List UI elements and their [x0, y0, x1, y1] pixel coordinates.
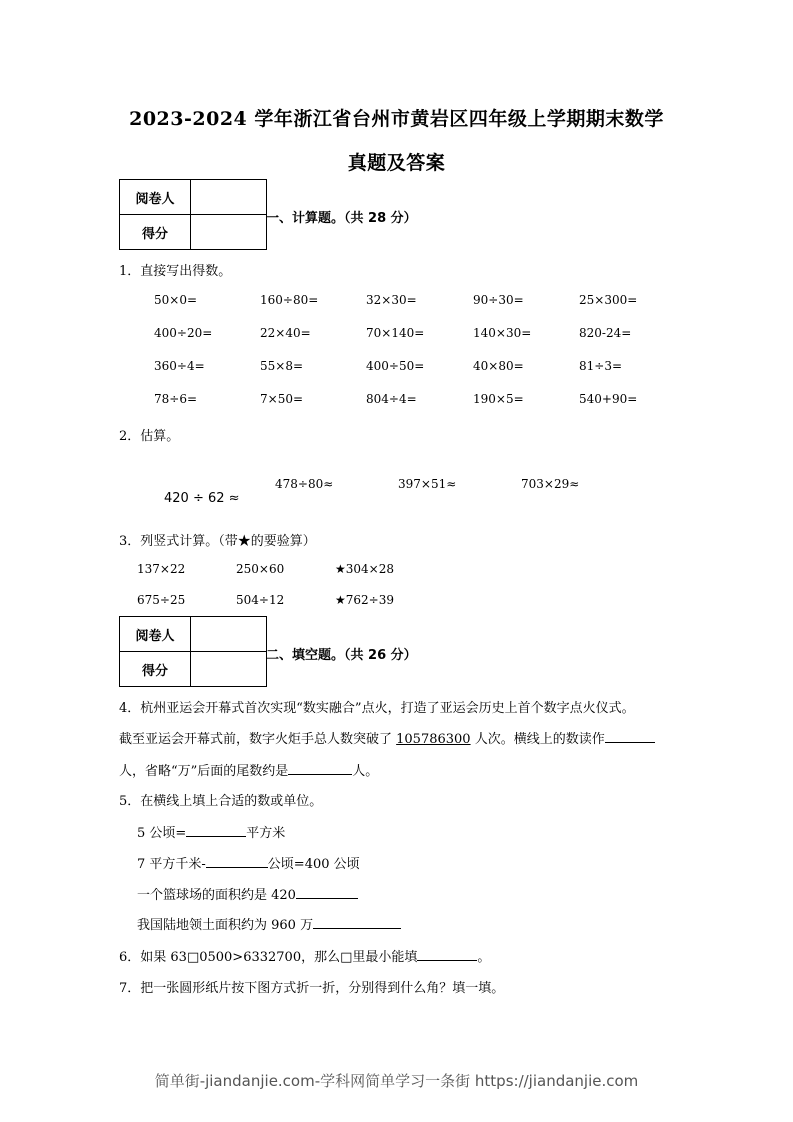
section1-heading: 一、计算题。（共 28 分） [266, 211, 417, 226]
page-title-line1: 2023-2024 学年浙江省台州市黄岩区四年级上学期期末数学 [129, 108, 664, 130]
q1-item: 70×140= [366, 326, 425, 340]
answer-blank[interactable] [313, 915, 401, 929]
score-box-1 [119, 179, 267, 250]
q1-item: 90÷30= [473, 293, 524, 307]
q5-b-tail: 公顷=400 公顷 [267, 857, 360, 872]
reviewer-label: 阅卷人 [120, 180, 191, 215]
q1-item: 40×80= [473, 359, 524, 373]
q5-b [137, 853, 360, 872]
q1-item: 78÷6= [154, 392, 198, 406]
q2-item: 703×29≈ [521, 477, 580, 491]
section2-heading: 二、填空题。（共 26 分） [266, 648, 417, 663]
answer-blank[interactable] [206, 854, 268, 868]
q2-item: 420 ÷ 62 ≈ [164, 491, 240, 506]
q4-number: 105786300 [396, 732, 471, 747]
q1-item: 190×5= [473, 392, 524, 406]
q6 [119, 946, 490, 965]
q3-item: 675÷25 [137, 593, 186, 607]
q7-text: 7．把一张圆形纸片按下图方式折一折，分别得到什么角？填一填。 [119, 981, 505, 996]
q1-item: 804÷4= [366, 392, 417, 406]
q5-a-text: 5 公顷= [137, 826, 187, 841]
answer-blank[interactable] [417, 947, 477, 961]
q1-label: 1．直接写出得数。 [119, 264, 232, 279]
q1-item: 50×0= [154, 293, 198, 307]
q3-item: 504÷12 [236, 593, 285, 607]
q5-b-text: 7 平方千米- [137, 857, 206, 872]
answer-blank[interactable] [296, 885, 358, 899]
score-cell [191, 215, 267, 250]
q4-line3-text: 人，省略“万”后面的尾数约是 [119, 764, 289, 779]
q1-item: 140×30= [473, 326, 532, 340]
q5-c-text: 一个篮球场的面积约是 420 [137, 888, 296, 903]
q1-item: 160÷80= [260, 293, 319, 307]
reviewer-label: 阅卷人 [120, 617, 191, 652]
q4-line2 [119, 728, 655, 747]
q5-a [137, 822, 285, 841]
footer-watermark: 简单街-jiandanjie.com-学科网简单学习一条街 https://jiandanjie.com [154, 1072, 639, 1090]
q1-item: 360÷4= [154, 359, 205, 373]
q3-item: ★304×28 [335, 562, 394, 576]
q4-line3-tail: 人。 [352, 764, 379, 779]
q1-item: 400÷50= [366, 359, 425, 373]
q3-item: 137×22 [137, 562, 186, 576]
q1-item: 55×8= [260, 359, 304, 373]
reviewer-cell [191, 617, 267, 652]
q5-a-unit: 平方米 [246, 826, 286, 841]
q4-line3 [119, 760, 378, 779]
q1-item: 7×50= [260, 392, 304, 406]
q3-item: ★762÷39 [335, 593, 394, 607]
q5-label: 5．在横线上填上合适的数或单位。 [119, 794, 323, 809]
answer-blank[interactable] [186, 823, 246, 837]
page-title-line2: 真题及答案 [347, 152, 446, 174]
q1-item: 400÷20= [154, 326, 213, 340]
q4-line1: 4．杭州亚运会开幕式首次实现“数实融合”点火，打造了亚运会历史上首个数字点火仪式。 [119, 701, 635, 716]
q4-line2-text: 截至亚运会开幕式前，数字火炬手总人数突破了 [119, 732, 397, 747]
q1-item: 25×300= [579, 293, 638, 307]
reviewer-cell [191, 180, 267, 215]
score-cell [191, 652, 267, 687]
score-label: 得分 [120, 215, 191, 250]
q3-label: 3．列竖式计算。（带★的要验算） [119, 534, 316, 549]
answer-blank[interactable] [605, 729, 655, 743]
q6-text: 6．如果 63□0500>6332700，那么□里最小能填 [119, 950, 418, 965]
q1-item: 81÷3= [579, 359, 623, 373]
q6-tail: 。 [477, 950, 491, 965]
score-label: 得分 [120, 652, 191, 687]
q4-line2-tail: 人次。横线上的数读作 [470, 732, 605, 747]
q1-item: 32×30= [366, 293, 417, 307]
answer-blank[interactable] [288, 761, 352, 775]
q1-item: 820-24= [579, 326, 632, 340]
q1-item: 540+90= [579, 392, 638, 406]
score-box-2 [119, 616, 267, 687]
q5-c [137, 884, 358, 903]
q2-item: 478÷80≈ [275, 477, 334, 491]
q5-d-text: 我国陆地领土面积约为 960 万 [137, 918, 314, 933]
q2-label: 2．估算。 [119, 429, 180, 444]
q1-item: 22×40= [260, 326, 311, 340]
q2-item: 397×51≈ [398, 477, 457, 491]
q5-d [137, 914, 401, 933]
q3-item: 250×60 [236, 562, 285, 576]
